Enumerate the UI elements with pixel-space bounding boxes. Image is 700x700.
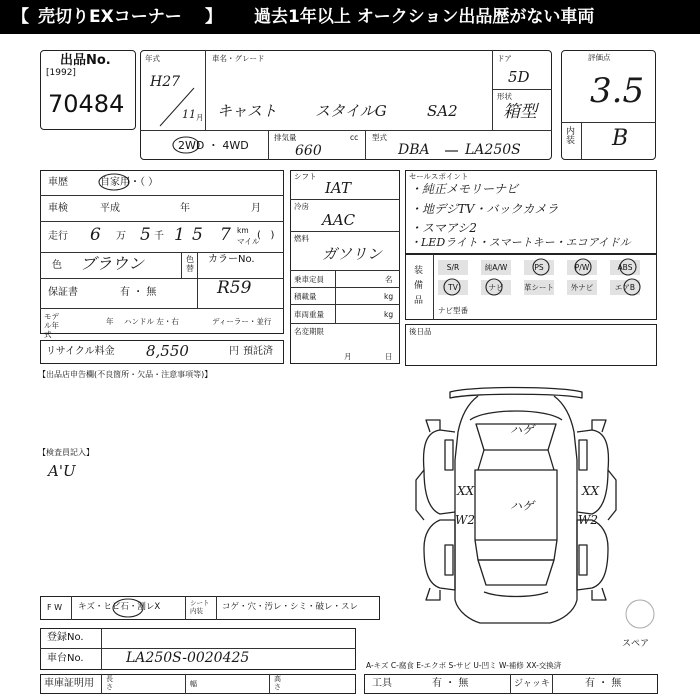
warranty-options: 有 ・ 無	[120, 287, 157, 298]
length-label: 長さ	[106, 675, 113, 691]
inspection-era: 平成	[100, 203, 120, 214]
load-label: 積載量	[294, 292, 317, 301]
mileage-sen-unit: 千	[154, 231, 164, 242]
recycle-value: 8,550	[146, 342, 189, 360]
damage-mark-right: XX	[582, 484, 600, 498]
unit-mile: マイル	[237, 237, 260, 246]
load-unit: kg	[384, 292, 394, 301]
namechange-day: 日	[385, 352, 393, 361]
equipment-chip: ABS	[610, 260, 640, 275]
chassis-label: 車台No.	[47, 653, 84, 664]
seat-label: シート内装	[190, 599, 210, 615]
spare-label: スペア	[622, 639, 650, 649]
month-label: 月	[196, 113, 204, 122]
mileage-sen: 5	[140, 225, 151, 245]
mileage-man-unit: 万	[116, 231, 126, 242]
model-year-unit: 年	[106, 317, 114, 326]
fw-items: キズ・ヒビ石・割レX	[78, 602, 161, 612]
mileage-last: 7	[220, 225, 231, 245]
model-label: 型式	[372, 133, 387, 142]
mileage-rest: 5	[192, 225, 203, 245]
recycle-unit: 円	[229, 346, 239, 357]
displacement-unit: cc	[350, 133, 359, 142]
capacity-unit: 名	[385, 275, 393, 284]
weight-label: 車両重量	[294, 310, 324, 319]
fw-label: F W	[47, 603, 63, 612]
entry-stamp: [1992]	[46, 68, 76, 78]
seller-note-label: 【出品店申告欄(不良箇所・欠品・注意事項等)】	[38, 370, 213, 379]
handle-label: ハンドル 左・右	[124, 317, 179, 326]
name-label: 車名・グレード	[212, 54, 265, 63]
name-value: キャスト	[217, 102, 278, 120]
grade-value: スタイルG	[315, 102, 387, 120]
sales-point-item: ・スマアシ2	[410, 221, 477, 235]
year-label: 年式	[145, 54, 160, 63]
capacity-label: 乗車定員	[294, 275, 324, 284]
history-label: 車歴	[48, 177, 68, 188]
sales-points-label: セールスポイント	[409, 172, 469, 181]
garage-cert-label: 車庫証明用	[44, 678, 94, 689]
jack-options: 有 ・ 無	[585, 678, 622, 689]
score-label: 評価点	[588, 53, 611, 62]
interior-label: 内装	[566, 127, 576, 146]
score-value: 3.5	[590, 71, 645, 111]
equipment-chip: P/W	[567, 260, 597, 275]
header-notice: 過去1年以上 オークション出品歴がない車両	[254, 7, 595, 27]
fuel-value: ガソリン	[322, 245, 383, 263]
color-no-value: R59	[217, 278, 252, 298]
interior-value: B	[612, 126, 629, 151]
inspection-year: 年	[180, 203, 190, 214]
color-value: ブラウン	[80, 254, 145, 273]
equipment-chip: 外ナビ	[567, 280, 597, 295]
unit-km: km	[237, 226, 249, 235]
header-title: 売切りEXコーナー	[38, 7, 182, 27]
damage-mark-center: ハゲ	[510, 499, 535, 513]
color-change-label: 色替	[186, 255, 194, 273]
door-label: ドア	[497, 54, 512, 63]
ac-value: AAC	[322, 211, 356, 229]
damage-mark-left2: W2	[455, 513, 475, 527]
recycle-label: リサイクル料金	[46, 346, 115, 357]
after-items-label: 後日品	[409, 327, 432, 336]
grade-code: SA2	[427, 102, 458, 120]
model-value: LA250S	[465, 142, 521, 158]
navi-type-label: ナビ型番	[438, 306, 468, 315]
inspector-note: A'U	[48, 462, 76, 480]
jack-label: ジャッキ	[514, 679, 550, 689]
ac-label: 冷房	[294, 202, 309, 211]
header-left-bracket: 【	[12, 7, 29, 27]
model-prefix: DBA	[398, 142, 430, 158]
namechange-month: 月	[344, 352, 352, 361]
tools-label: 工具	[372, 678, 392, 689]
dealer-label: ディーラー・並行	[212, 317, 272, 326]
chassis-value: LA250S-0020425	[126, 650, 250, 666]
equipment-chip: 純A/W	[481, 260, 511, 275]
color-label: 色	[52, 260, 62, 271]
equipment-chip: S/R	[438, 260, 468, 275]
entry-number: 70484	[48, 90, 125, 118]
sales-point-item: ・地デジTV・バックカメラ	[410, 202, 559, 216]
displacement-value: 660	[295, 143, 322, 159]
damage-mark-left: XX	[457, 484, 475, 498]
mileage-paren: ( )	[257, 230, 275, 241]
mileage-label: 走行	[48, 231, 68, 242]
year-value: H27	[150, 74, 181, 90]
shift-label: シフト	[294, 172, 317, 181]
drive-type: 2WD ・ 4WD	[178, 139, 249, 152]
damage-legend: A-キズ C-腐食 E-エクボ S-サビ U-凹ミ W-補修 XX-交換済	[366, 661, 562, 670]
equipment-chip: ナビ	[481, 280, 511, 295]
month-value: 11	[182, 108, 196, 121]
sales-point-item: ・純正メモリーナビ	[410, 182, 519, 196]
equipment-chip: PS	[524, 260, 554, 275]
width-label: 幅	[190, 680, 197, 688]
fuel-label: 燃料	[294, 234, 309, 243]
damage-mark-right2: W2	[578, 513, 598, 527]
shift-value: IAT	[325, 179, 351, 197]
model-year-label: モデル年式	[44, 312, 59, 339]
inspection-label: 車検	[48, 203, 68, 214]
shape-value: 箱型	[503, 102, 537, 122]
sales-point-item: ・LEDライト・スマートキー・エコアイドル	[410, 236, 631, 249]
mileage-man: 6	[90, 225, 101, 245]
equipment-chip: 革シート	[524, 280, 554, 295]
namechange-label: 名変期限	[294, 327, 324, 336]
tools-options: 有 ・ 無	[432, 678, 469, 689]
seat-items: コゲ・穴・汚レ・シミ・破レ・スレ	[222, 602, 359, 612]
inspection-month: 月	[251, 203, 261, 214]
inspector-label: 【検査員記入】	[38, 448, 94, 457]
door-value: 5D	[508, 68, 530, 86]
equipment-label: 装備品	[414, 266, 424, 306]
height-label: 高さ	[274, 675, 281, 691]
reg-label: 登録No.	[47, 632, 84, 643]
warranty-label: 保証書	[48, 287, 78, 298]
displacement-label: 排気量	[274, 133, 297, 142]
entry-label: 出品No.	[60, 53, 111, 68]
equipment-chip: エアB	[610, 280, 640, 295]
shape-label: 形状	[497, 92, 512, 101]
history-options: 自家用・（ ）	[100, 177, 159, 188]
damage-mark-roof: ハゲ	[510, 423, 535, 437]
mileage-hyaku: 1	[174, 225, 185, 245]
weight-unit: kg	[384, 310, 394, 319]
recycle-deposited: 預託済	[243, 346, 273, 357]
equipment-chip: TV	[438, 280, 468, 295]
header-right-bracket: 】	[205, 7, 222, 27]
color-no-label: カラーNo.	[208, 254, 255, 265]
